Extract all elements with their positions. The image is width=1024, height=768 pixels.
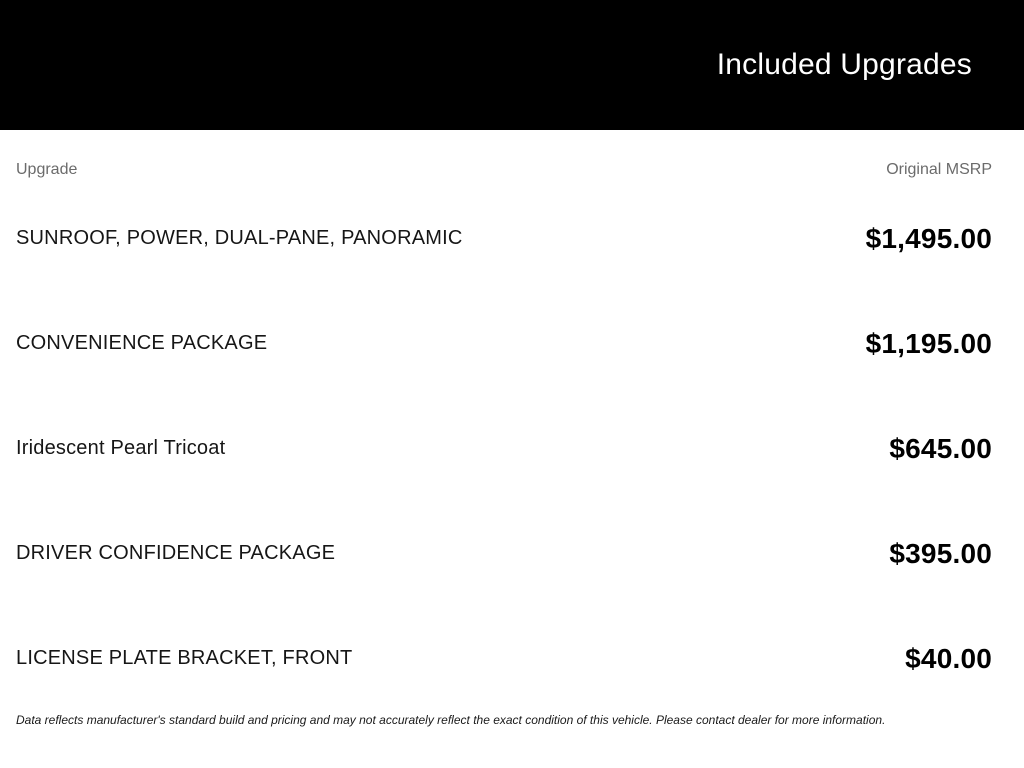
upgrade-msrp: $40.00 [905,642,992,674]
upgrade-name: SUNROOF, POWER, DUAL-PANE, PANORAMIC [16,227,463,249]
upgrades-table [0,186,1024,711]
table-row [0,606,1024,711]
upgrade-name: DRIVER CONFIDENCE PACKAGE [16,542,336,564]
upgrade-name: LICENSE PLATE BRACKET, FRONT [16,647,353,669]
upgrade-name: Iridescent Pearl Tricoat [16,437,226,459]
column-header-msrp: Original MSRP [886,161,992,178]
upgrade-msrp: $395.00 [889,537,992,569]
table-column-headers [0,130,1024,180]
upgrade-msrp: $1,495.00 [865,222,992,254]
table-row [0,291,1024,396]
table-row [0,501,1024,606]
page-title: Included Upgrades [716,48,972,81]
column-header-upgrade: Upgrade [16,161,78,178]
upgrade-msrp: $1,195.00 [865,327,992,359]
upgrade-msrp: $645.00 [889,432,992,464]
disclaimer-text: Data reflects manufacturer's standard build and pricing and may not accurately reflect the exact condition of this vehicle. Please contact dealer for more information. [16,713,886,727]
page-header [0,0,1024,130]
table-row [0,396,1024,501]
table-row [0,186,1024,291]
upgrade-name: CONVENIENCE PACKAGE [16,332,268,354]
